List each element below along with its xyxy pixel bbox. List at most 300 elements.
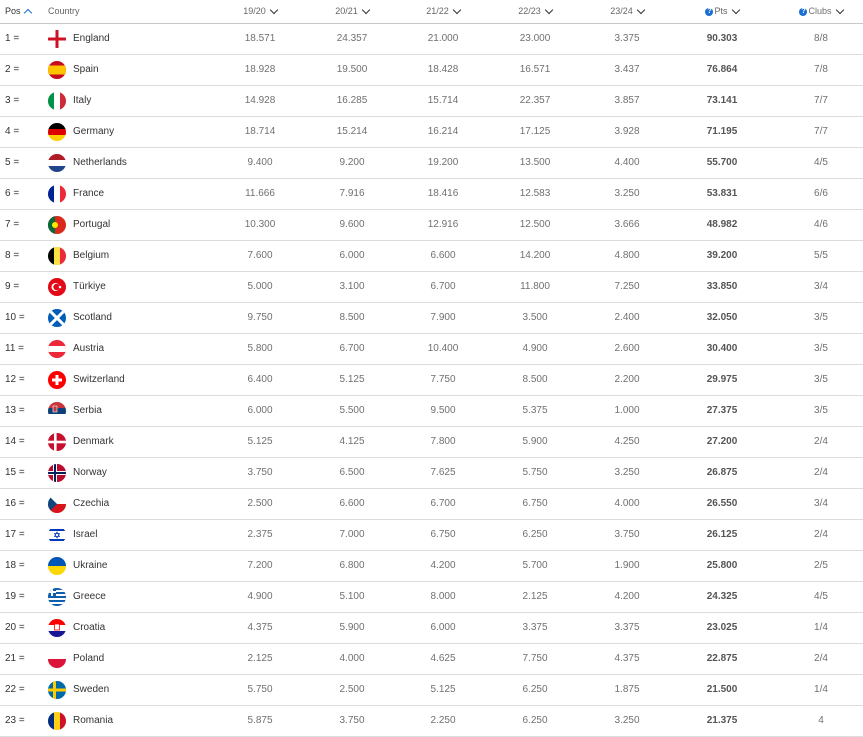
points-cell: 73.141 (706, 95, 738, 106)
season-2-cell: 9.200 (339, 157, 365, 168)
ukraine-flag-icon (48, 557, 66, 575)
country-name: Serbia (73, 405, 102, 416)
points-cell: 71.195 (706, 126, 738, 137)
clubs-cell: 8/8 (814, 33, 828, 44)
greece-flag-icon (48, 588, 66, 606)
table-row[interactable] (0, 427, 863, 458)
season-3-cell: 18.428 (427, 64, 459, 75)
clubs-cell: 1/4 (814, 684, 828, 695)
clubs-cell: 4/5 (814, 591, 828, 602)
season-2-cell: 4.125 (339, 436, 365, 447)
season-4-cell: 22.357 (519, 95, 551, 106)
clubs-cell: 4 (818, 715, 824, 726)
country-name: Ukraine (73, 560, 108, 571)
season-4-cell: 5.900 (522, 436, 548, 447)
england-flag-icon (48, 30, 66, 48)
clubs-cell: 7/7 (814, 126, 828, 137)
season-3-cell: 8.000 (430, 591, 456, 602)
season-3-cell: 4.625 (430, 653, 456, 664)
season-1-cell: 9.400 (247, 157, 273, 168)
position-cell: 19 = (5, 591, 25, 602)
season-2-cell: 19.500 (336, 64, 368, 75)
clubs-cell: 2/4 (814, 436, 828, 447)
season-4-cell: 7.750 (522, 653, 548, 664)
season-4-cell: 3.500 (522, 312, 548, 323)
season-2-cell: 4.000 (339, 653, 365, 664)
points-cell: 27.375 (706, 405, 738, 416)
season-1-cell: 5.000 (247, 281, 273, 292)
country-name: Germany (73, 126, 115, 137)
clubs-cell: 3/5 (814, 374, 828, 385)
country-cell[interactable] (48, 427, 238, 457)
season-4-cell: 5.750 (522, 467, 548, 478)
season-3-cell: 7.750 (430, 374, 456, 385)
season-2-cell: 9.600 (339, 219, 365, 230)
sort-season-3-header[interactable] (398, 0, 488, 23)
header-pts-label: Pts (714, 6, 728, 16)
season-3-cell: 12.916 (427, 219, 459, 230)
country-cell[interactable] (48, 24, 238, 54)
season-5-cell: 1.000 (614, 405, 640, 416)
scotland-flag-icon (48, 309, 66, 327)
season-2-cell: 7.000 (339, 529, 365, 540)
netherlands-flag-icon (48, 154, 66, 172)
country-cell[interactable] (48, 179, 238, 209)
position-cell: 12 = (5, 374, 25, 385)
season-5-cell: 4.800 (614, 250, 640, 261)
season-2-cell: 6.700 (339, 343, 365, 354)
position-cell: 14 = (5, 436, 25, 447)
table-row[interactable] (0, 489, 863, 520)
season-5-cell: 4.400 (614, 157, 640, 168)
clubs-cell: 4/6 (814, 219, 828, 230)
chevron-down-icon (545, 5, 553, 13)
season-4-cell: 6.250 (522, 715, 548, 726)
season-1-cell: 18.571 (244, 33, 276, 44)
chevron-down-icon (637, 5, 645, 13)
country-cell[interactable] (48, 210, 238, 240)
chevron-down-icon (362, 5, 370, 13)
sort-season-5-header[interactable] (582, 0, 672, 23)
country-cell[interactable] (48, 303, 238, 333)
season-4-cell: 11.800 (520, 281, 550, 292)
season-5-cell: 1.900 (614, 560, 640, 571)
country-cell[interactable] (48, 148, 238, 178)
season-2-cell: 3.100 (339, 281, 365, 292)
season-4-cell: 16.571 (519, 64, 551, 75)
season-1-cell: 18.714 (244, 126, 276, 137)
season-3-cell: 6.700 (430, 498, 456, 509)
season-3-cell: 21.000 (427, 33, 459, 44)
italy-flag-icon (48, 92, 66, 110)
season-1-cell: 5.875 (247, 715, 273, 726)
clubs-cell: 3/5 (814, 343, 828, 354)
position-cell: 17 = (5, 529, 25, 540)
season-5-cell: 4.250 (614, 436, 640, 447)
country-name: Austria (73, 343, 105, 354)
season-4-cell: 2.125 (522, 591, 548, 602)
season-2-cell: 5.500 (339, 405, 365, 416)
clubs-cell: 2/4 (814, 467, 828, 478)
header-country-label: Country (48, 6, 80, 16)
clubs-cell: 1/4 (814, 622, 828, 633)
season-1-cell: 6.000 (247, 405, 273, 416)
chevron-down-icon (731, 5, 739, 13)
norway-flag-icon (48, 464, 66, 482)
season-5-cell: 7.250 (614, 281, 640, 292)
table-row[interactable] (0, 55, 863, 86)
country-name: France (73, 188, 105, 199)
clubs-cell: 2/4 (814, 529, 828, 540)
country-cell[interactable] (48, 520, 238, 550)
season-5-cell: 1.875 (614, 684, 640, 695)
table-row[interactable] (0, 210, 863, 241)
season-2-cell: 2.500 (339, 684, 365, 695)
season-4-cell: 14.200 (519, 250, 551, 261)
country-name: Poland (73, 653, 105, 664)
header-clubs-label: Clubs (808, 6, 832, 16)
portugal-flag-icon (48, 216, 66, 234)
table-row[interactable] (0, 179, 863, 210)
position-cell: 15 = (5, 467, 25, 478)
season-5-cell: 4.000 (614, 498, 640, 509)
season-3-cell: 6.750 (430, 529, 456, 540)
sort-clubs-header[interactable] (776, 0, 863, 23)
clubs-cell: 2/5 (814, 560, 828, 571)
season-1-cell: 7.200 (247, 560, 273, 571)
points-cell: 22.875 (706, 653, 738, 664)
points-cell: 90.303 (706, 33, 738, 44)
season-1-cell: 2.500 (247, 498, 273, 509)
table-row[interactable] (0, 644, 863, 675)
table-row[interactable] (0, 458, 863, 489)
season-4-cell: 13.500 (519, 157, 551, 168)
season-3-cell: 6.700 (430, 281, 456, 292)
sort-season-2-header[interactable] (307, 0, 397, 23)
season-5-cell: 3.250 (614, 715, 640, 726)
position-cell: 10 = (5, 312, 25, 323)
israel-flag-icon (48, 526, 66, 544)
season-1-cell: 4.900 (247, 591, 273, 602)
sort-pos-header[interactable] (5, 0, 45, 23)
points-cell: 48.982 (706, 219, 738, 230)
header-season-4-label: 22/23 (518, 6, 541, 16)
season-1-cell: 18.928 (244, 64, 276, 75)
position-cell: 4 = (5, 126, 20, 137)
country-name: Sweden (73, 684, 110, 695)
points-cell: 39.200 (706, 250, 738, 261)
country-cell[interactable] (48, 272, 238, 302)
season-5-cell: 3.666 (614, 219, 640, 230)
position-cell: 7 = (5, 219, 20, 230)
country-name: Croatia (73, 622, 106, 633)
country-name: Spain (73, 64, 99, 75)
points-cell: 29.975 (706, 374, 738, 385)
table-row[interactable] (0, 334, 863, 365)
country-cell[interactable] (48, 582, 238, 612)
czechia-flag-icon (48, 495, 66, 513)
season-3-cell: 5.125 (430, 684, 456, 695)
chevron-up-icon (23, 9, 31, 17)
table-body (0, 24, 863, 737)
season-1-cell: 5.800 (247, 343, 273, 354)
season-1-cell: 10.300 (244, 219, 276, 230)
season-4-cell: 6.250 (522, 684, 548, 695)
season-3-cell: 7.900 (430, 312, 456, 323)
position-cell: 22 = (5, 684, 25, 695)
country-cell[interactable] (48, 396, 238, 426)
points-cell: 26.550 (706, 498, 738, 509)
season-1-cell: 5.125 (247, 436, 273, 447)
season-1-cell: 2.375 (247, 529, 273, 540)
season-2-cell: 7.916 (339, 188, 365, 199)
season-2-cell: 5.900 (339, 622, 365, 633)
chevron-down-icon (453, 5, 461, 13)
season-2-cell: 16.285 (336, 95, 368, 106)
country-name: Czechia (73, 498, 110, 509)
switzerland-flag-icon (48, 371, 66, 389)
points-cell: 25.800 (706, 560, 738, 571)
sort-season-4-header[interactable] (490, 0, 580, 23)
country-name: Denmark (73, 436, 114, 447)
table-header (0, 0, 863, 24)
country-name: England (73, 33, 110, 44)
country-cell[interactable] (48, 551, 238, 581)
season-3-cell: 4.200 (430, 560, 456, 571)
season-1-cell: 2.125 (247, 653, 273, 664)
season-3-cell: 7.625 (430, 467, 456, 478)
table-row[interactable] (0, 582, 863, 613)
season-5-cell: 2.600 (614, 343, 640, 354)
season-3-cell: 9.500 (430, 405, 456, 416)
country-cell[interactable] (48, 675, 238, 705)
season-1-cell: 11.666 (245, 188, 275, 199)
position-cell: 1 = (5, 33, 20, 44)
table-row[interactable] (0, 303, 863, 334)
season-4-cell: 5.700 (522, 560, 548, 571)
season-5-cell: 3.375 (614, 622, 640, 633)
table-row[interactable] (0, 613, 863, 644)
season-5-cell: 3.250 (614, 188, 640, 199)
country-cell[interactable] (48, 365, 238, 395)
position-cell: 18 = (5, 560, 25, 571)
clubs-cell: 3/5 (814, 312, 828, 323)
romania-flag-icon (48, 712, 66, 730)
table-row[interactable] (0, 396, 863, 427)
table-row[interactable] (0, 365, 863, 396)
season-4-cell: 17.125 (519, 126, 551, 137)
country-name: Italy (73, 95, 92, 106)
country-name: Switzerland (73, 374, 125, 385)
position-cell: 13 = (5, 405, 25, 416)
serbia-flag-icon (48, 402, 66, 420)
position-cell: 5 = (5, 157, 20, 168)
season-3-cell: 10.400 (427, 343, 459, 354)
position-cell: 3 = (5, 95, 20, 106)
season-2-cell: 6.500 (339, 467, 365, 478)
season-5-cell: 2.400 (614, 312, 640, 323)
position-cell: 23 = (5, 715, 25, 726)
season-5-cell: 3.250 (614, 467, 640, 478)
season-2-cell: 6.600 (339, 498, 365, 509)
position-cell: 8 = (5, 250, 20, 261)
table-row[interactable] (0, 241, 863, 272)
sort-pts-header[interactable] (677, 0, 767, 23)
turkiye-flag-icon (48, 278, 66, 296)
header-pos-label: Pos (5, 6, 21, 16)
season-3-cell: 2.250 (430, 715, 456, 726)
country-cell[interactable] (48, 644, 238, 674)
sort-season-1-header[interactable] (215, 0, 305, 23)
country-name: Scotland (73, 312, 112, 323)
france-flag-icon (48, 185, 66, 203)
season-1-cell: 3.750 (247, 467, 273, 478)
croatia-flag-icon (48, 619, 66, 637)
country-cell[interactable] (48, 458, 238, 488)
sweden-flag-icon (48, 681, 66, 699)
country-name: Greece (73, 591, 106, 602)
points-cell: 26.125 (706, 529, 738, 540)
position-cell: 21 = (5, 653, 25, 664)
clubs-cell: 6/6 (814, 188, 828, 199)
country-cell[interactable] (48, 489, 238, 519)
austria-flag-icon (48, 340, 66, 358)
season-1-cell: 7.600 (247, 250, 273, 261)
country-cell[interactable] (48, 86, 238, 116)
country-cell[interactable] (48, 613, 238, 643)
position-cell: 11 = (5, 343, 24, 354)
position-cell: 6 = (5, 188, 20, 199)
header-season-3-label: 21/22 (426, 6, 449, 16)
germany-flag-icon (48, 123, 66, 141)
country-name: Türkiye (73, 281, 106, 292)
country-name: Netherlands (73, 157, 127, 168)
season-3-cell: 6.000 (430, 622, 456, 633)
season-5-cell: 3.375 (614, 33, 640, 44)
poland-flag-icon (48, 650, 66, 668)
season-5-cell: 4.200 (614, 591, 640, 602)
position-cell: 20 = (5, 622, 25, 633)
season-1-cell: 4.375 (247, 622, 273, 633)
season-2-cell: 5.125 (339, 374, 365, 385)
points-cell: 55.700 (706, 157, 738, 168)
points-cell: 23.025 (706, 622, 738, 633)
denmark-flag-icon (48, 433, 66, 451)
position-cell: 16 = (5, 498, 25, 509)
clubs-cell: 5/5 (814, 250, 828, 261)
season-2-cell: 6.000 (339, 250, 365, 261)
table-row[interactable] (0, 520, 863, 551)
table-row[interactable] (0, 551, 863, 582)
season-4-cell: 6.750 (522, 498, 548, 509)
belgium-flag-icon (48, 247, 66, 265)
clubs-cell: 3/4 (814, 498, 828, 509)
clubs-cell: 4/5 (814, 157, 828, 168)
season-2-cell: 3.750 (339, 715, 365, 726)
season-2-cell: 8.500 (339, 312, 365, 323)
points-cell: 24.325 (706, 591, 738, 602)
season-4-cell: 12.583 (519, 188, 551, 199)
spain-flag-icon (48, 61, 66, 79)
points-cell: 26.875 (706, 467, 738, 478)
season-2-cell: 15.214 (336, 126, 368, 137)
season-5-cell: 2.200 (614, 374, 640, 385)
table-row[interactable] (0, 272, 863, 303)
points-cell: 27.200 (706, 436, 738, 447)
points-cell: 32.050 (706, 312, 738, 323)
table-row[interactable] (0, 24, 863, 55)
points-cell: 30.400 (706, 343, 738, 354)
points-cell: 21.375 (706, 715, 738, 726)
season-4-cell: 12.500 (519, 219, 551, 230)
season-4-cell: 23.000 (519, 33, 551, 44)
season-3-cell: 19.200 (427, 157, 459, 168)
season-4-cell: 6.250 (522, 529, 548, 540)
header-season-1-label: 19/20 (243, 6, 266, 16)
info-icon[interactable]: ? (707, 7, 712, 15)
table-row[interactable] (0, 706, 863, 737)
country-name: Portugal (73, 219, 111, 230)
country-cell[interactable] (48, 117, 238, 147)
season-2-cell: 24.357 (336, 33, 368, 44)
country-name: Romania (73, 715, 114, 726)
clubs-cell: 3/5 (814, 405, 828, 416)
clubs-cell: 3/4 (814, 281, 828, 292)
header-country (48, 0, 238, 23)
country-name: Israel (73, 529, 98, 540)
points-cell: 21.500 (706, 684, 738, 695)
season-3-cell: 16.214 (427, 126, 459, 137)
chevron-down-icon (270, 5, 278, 13)
season-4-cell: 5.375 (522, 405, 548, 416)
season-5-cell: 3.437 (614, 64, 640, 75)
season-3-cell: 6.600 (430, 250, 456, 261)
table-row[interactable] (0, 86, 863, 117)
country-cell[interactable] (48, 334, 238, 364)
season-1-cell: 14.928 (244, 95, 276, 106)
season-5-cell: 3.750 (614, 529, 640, 540)
season-4-cell: 4.900 (522, 343, 548, 354)
table-row[interactable] (0, 117, 863, 148)
points-cell: 76.864 (706, 64, 738, 75)
table-row[interactable] (0, 148, 863, 179)
season-2-cell: 6.800 (339, 560, 365, 571)
table-row[interactable] (0, 675, 863, 706)
country-cell[interactable] (48, 241, 238, 271)
season-5-cell: 4.375 (614, 653, 640, 664)
country-name: Belgium (73, 250, 110, 261)
position-cell: 2 = (5, 64, 20, 75)
season-1-cell: 5.750 (247, 684, 273, 695)
clubs-cell: 7/7 (814, 95, 828, 106)
header-season-2-label: 20/21 (335, 6, 358, 16)
clubs-cell: 7/8 (814, 64, 828, 75)
season-5-cell: 3.928 (614, 126, 640, 137)
season-2-cell: 5.100 (339, 591, 365, 602)
country-cell[interactable] (48, 55, 238, 85)
season-3-cell: 15.714 (427, 95, 459, 106)
season-1-cell: 9.750 (247, 312, 273, 323)
clubs-cell: 2/4 (814, 653, 828, 664)
country-name: Norway (73, 467, 107, 478)
chevron-down-icon (835, 5, 843, 13)
position-cell: 9 = (5, 281, 20, 292)
season-3-cell: 18.416 (427, 188, 459, 199)
season-4-cell: 3.375 (522, 622, 548, 633)
season-5-cell: 3.857 (614, 95, 640, 106)
info-icon[interactable]: ? (801, 7, 806, 15)
header-season-5-label: 23/24 (610, 6, 633, 16)
